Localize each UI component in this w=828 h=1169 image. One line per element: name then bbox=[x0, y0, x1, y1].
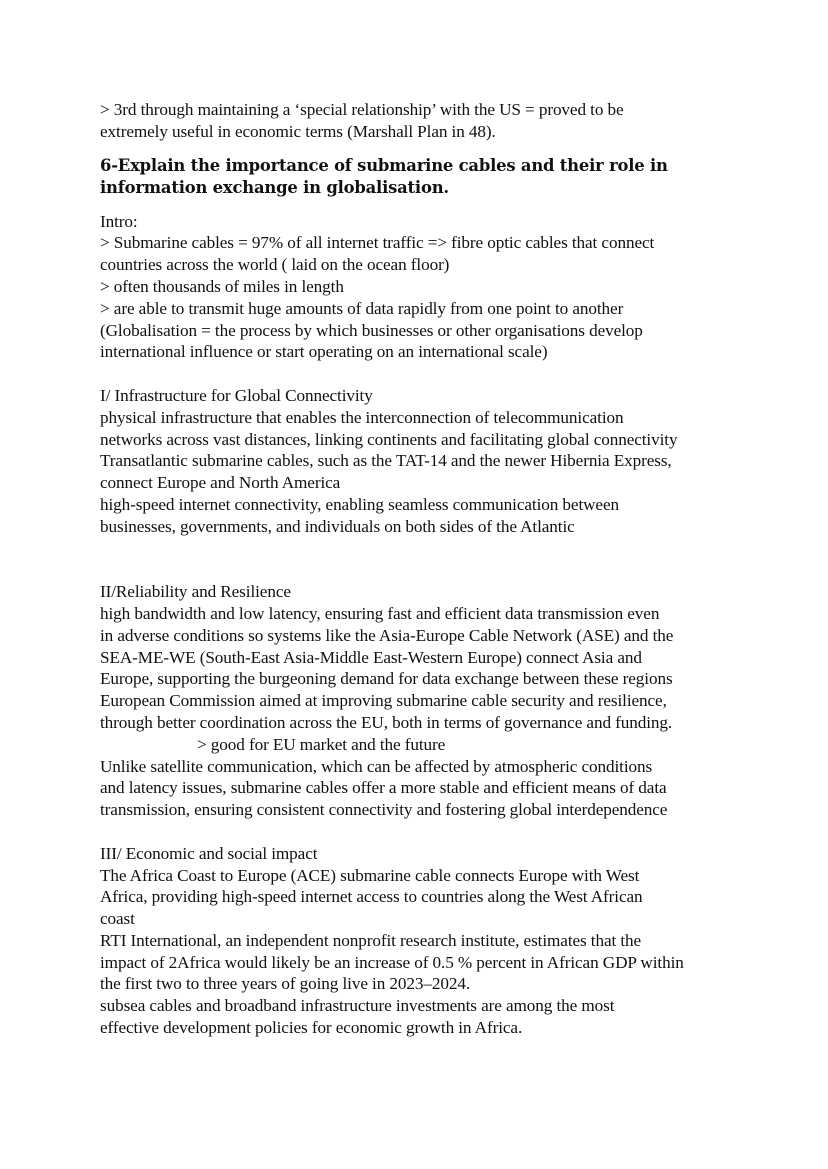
text-line: RTI International, an independent nonprofit research institute, estimates that the bbox=[100, 930, 642, 950]
intro-label: Intro: bbox=[100, 211, 138, 231]
text-line: through better coordination across the EU, both in terms of governance and funding. bbox=[100, 712, 673, 732]
text-line: Transatlantic submarine cables, such as the TAT-14 and the newer Hibernia Express, bbox=[100, 451, 672, 471]
section-2 bbox=[100, 581, 740, 821]
text-line: the first two to three years of going live in 2023–2024. bbox=[100, 974, 471, 994]
text-line: Africa, providing high-speed internet access to countries along the West African bbox=[100, 887, 643, 907]
text-line: high-speed internet connectivity, enabling seamless communication between bbox=[100, 494, 619, 514]
previous-section-text bbox=[100, 99, 740, 143]
text-line: > Submarine cables = 97% of all internet traffic => fibre optic cables that connect bbox=[100, 233, 655, 253]
text-line: and latency issues, submarine cables offer a more stable and efficient means of data bbox=[100, 778, 667, 798]
section-title: III/ Economic and social impact bbox=[100, 843, 318, 863]
text-line: SEA-ME-WE (South-East Asia-Middle East-Western Europe) connect Asia and bbox=[100, 647, 642, 667]
heading-line: 6-Explain the importance of submarine cables and their role in bbox=[100, 155, 668, 175]
section-3 bbox=[100, 843, 740, 1039]
indented-note: > good for EU market and the future bbox=[197, 734, 446, 754]
text-line: European Commission aimed at improving submarine cable security and resilience, bbox=[100, 691, 667, 711]
text-line: high bandwidth and low latency, ensuring fast and efficient data transmission even bbox=[100, 603, 660, 623]
text-line: extremely useful in economic terms (Marshall Plan in 48). bbox=[100, 121, 496, 141]
document-page bbox=[100, 99, 740, 1039]
text-line: Unlike satellite communication, which can be affected by atmospheric conditions bbox=[100, 756, 653, 776]
text-line: subsea cables and broadband infrastructure investments are among the most bbox=[100, 996, 615, 1016]
question-heading bbox=[100, 155, 740, 199]
text-line: coast bbox=[100, 909, 135, 929]
text-line: effective development policies for economic growth in Africa. bbox=[100, 1018, 523, 1038]
intro-section bbox=[100, 211, 740, 364]
text-line: > often thousands of miles in length bbox=[100, 276, 344, 296]
text-line: > 3rd through maintaining a ‘special relationship’ with the US = proved to be bbox=[100, 100, 624, 119]
text-line: physical infrastructure that enables the interconnection of telecommunication bbox=[100, 407, 624, 427]
text-line: > are able to transmit huge amounts of data rapidly from one point to another bbox=[100, 298, 624, 318]
text-line: connect Europe and North America bbox=[100, 473, 341, 493]
text-line: countries across the world ( laid on the ocean floor) bbox=[100, 255, 450, 275]
text-line: The Africa Coast to Europe (ACE) submarine cable connects Europe with West bbox=[100, 865, 640, 885]
text-line: impact of 2Africa would likely be an increase of 0.5 % percent in African GDP within bbox=[100, 952, 684, 972]
text-line: (Globalisation = the process by which businesses or other organisations develop bbox=[100, 320, 643, 340]
text-line: transmission, ensuring consistent connectivity and fostering global interdependence bbox=[100, 800, 668, 820]
heading-line: information exchange in globalisation. bbox=[100, 177, 449, 197]
section-title: II/Reliability and Resilience bbox=[100, 582, 291, 602]
text-line: Europe, supporting the burgeoning demand for data exchange between these regions bbox=[100, 669, 673, 689]
text-line: in adverse conditions so systems like the Asia-Europe Cable Network (ASE) and the bbox=[100, 625, 674, 645]
section-1 bbox=[100, 385, 740, 538]
text-line: businesses, governments, and individuals on both sides of the Atlantic bbox=[100, 516, 575, 536]
section-title: I/ Infrastructure for Global Connectivity bbox=[100, 385, 373, 405]
text-line: networks across vast distances, linking continents and facilitating global connectivity bbox=[100, 429, 678, 449]
text-line: international influence or start operating on an international scale) bbox=[100, 342, 548, 362]
